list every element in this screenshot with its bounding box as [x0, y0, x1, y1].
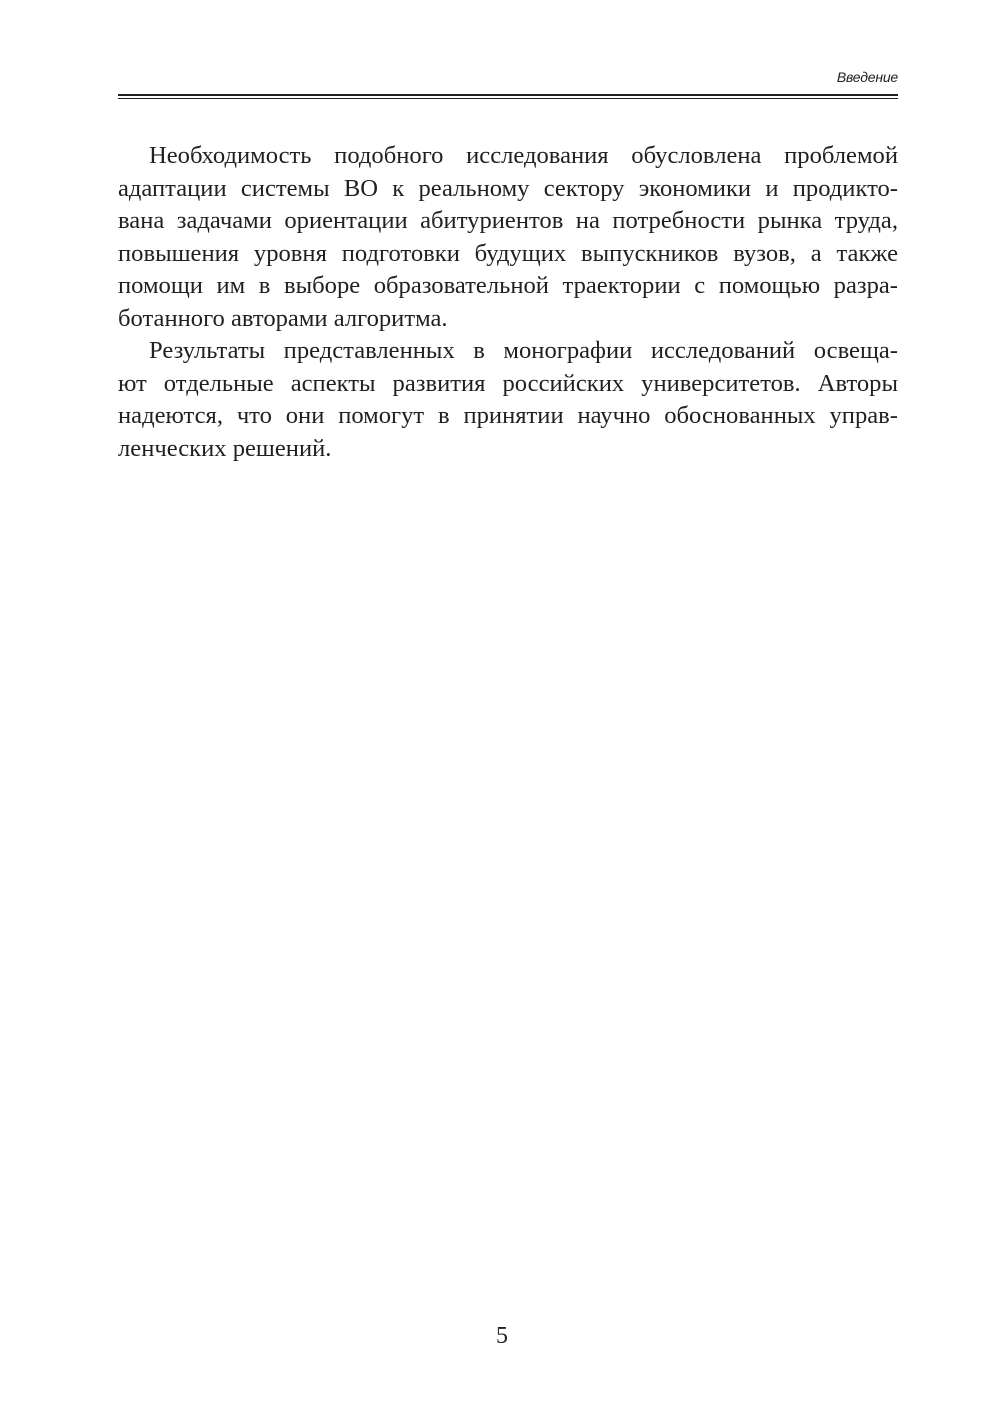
text-line: Результаты представленных в монографии исследований освеща- — [149, 337, 898, 364]
page-number: 5 — [496, 1323, 508, 1349]
text-line: ют отдельные аспекты развития российских университетов. Авторы — [118, 369, 898, 397]
header-rule-thick — [118, 94, 898, 96]
text-line: ботанного авторами алгоритма. — [118, 304, 448, 332]
paragraph-1 — [118, 140, 898, 335]
text-line: ленческих решений. — [118, 434, 332, 462]
text-line: надеются, что они помогут в принятии научно обоснованных управ- — [118, 402, 898, 429]
body-text — [118, 140, 898, 465]
header-rule-thin — [118, 98, 898, 99]
text-line: вана задачами ориентации абитуриентов на потребности рынка труда, — [118, 207, 898, 234]
text-line: Необходимость подобного исследования обусловлена проблемой — [149, 142, 898, 169]
paragraph-2 — [118, 335, 898, 465]
text-line: повышения уровня подготовки будущих выпускников вузов, а также — [118, 239, 898, 267]
text-line: помощи им в выборе образовательной траектории с помощью разра- — [118, 272, 898, 299]
running-head: Введение — [836, 69, 898, 85]
text-line: адаптации системы ВО к реальному сектору экономики и продикто- — [118, 174, 898, 202]
